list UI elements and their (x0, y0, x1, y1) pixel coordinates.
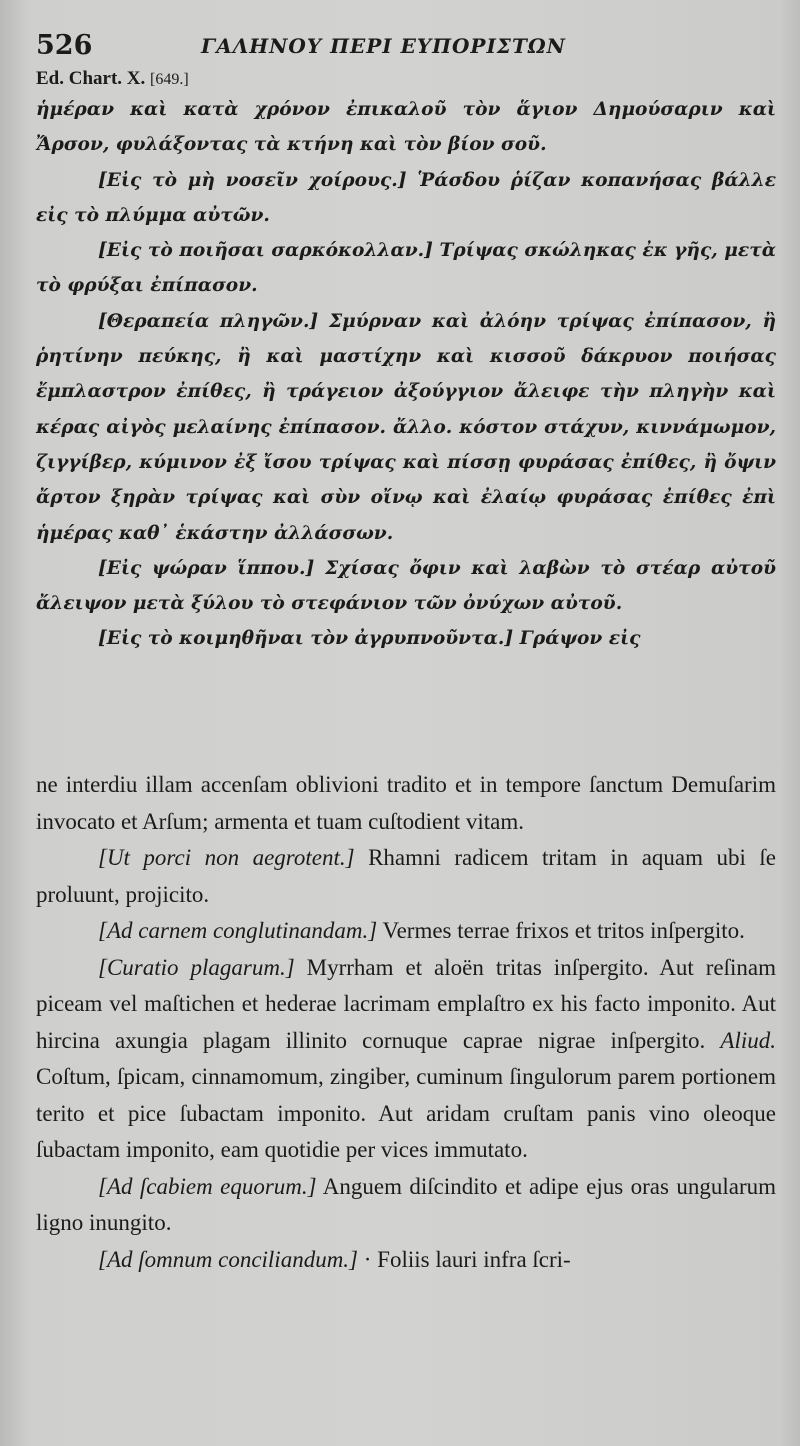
running-title: ΓΑΛΗΝΟΥ ΠΕΡΙ ΕΥΠΟΡΙΣΤΩΝ (201, 34, 566, 58)
latin-section-heading: [Ad ſcabiem equorum.] (98, 1173, 317, 1199)
greek-section-heading: [Θεραπεία πληγῶν.] (98, 310, 319, 332)
latin-section-text: Rhamni radicem tritam in aquam ubi ſe proluunt, projicito. (36, 845, 776, 907)
latin-section (36, 840, 776, 913)
greek-section-text: Σμύρναν καὶ ἀλόην τρίψας ἐπίπασον, ἢ ῥητίνην πεύκης, ἢ καὶ μαστίχην καὶ κισσοῦ δάκρυον ποιήσας ἔμπλαστρον ἐπίθες, ἢ τράγειον ἀξούγγιον ἄλειφε τὴν πληγὴν καὶ κέρας αἰγὸς μελαίνης ἐπίπασον. ἄλλο. κόστον στάχυν, κιννάμωμον, ζιγγίβερ, κύμινον ἐξ ἴσου τρίψας καὶ πίσσῃ φυράσας ἐπίθες, ἢ ὄψιν ἄρτον ξηρὰν τρίψας καὶ σὺν οἴνῳ καὶ ἐλαίῳ φυράσας ἐπίθες ἐπὶ ἡμέρας καθ᾽ ἑκάστην ἀλλάσσων. (36, 310, 776, 544)
greek-section-text: Τρίψας σκώληκας ἐκ γῆς, μετὰ τὸ φρύξαι ἐπίπασον. (36, 240, 777, 297)
greek-section-text: Ῥάσδου ῥίζαν κοπανήσας βάλλε εἰς τὸ πλύμμα αὐτῶν. (36, 169, 777, 226)
latin-section-heading: [Ad carnem conglutinandam.] (98, 918, 378, 943)
latin-section (36, 950, 776, 1169)
greek-section (36, 551, 776, 622)
greek-section-heading: [Εἰς ψώραν ἵππου.] (98, 557, 315, 579)
page-number: 526 (36, 30, 93, 61)
latin-section (36, 1169, 776, 1242)
latin-section (36, 913, 776, 950)
greek-paragraph-continued: ἡμέραν καὶ κατὰ χρόνον ἐπικαλοῦ τὸν ἅγιον Δημούσαριν καὶ Ἄρσον, φυλάξοντας τὰ κτήνη καὶ τὸν βίον σοῦ. (36, 99, 776, 156)
greek-section-heading: [Εἰς τὸ μὴ νοσεῖν χοίρους.] (98, 169, 407, 191)
greek-text-block (36, 92, 776, 657)
latin-section (36, 1242, 776, 1279)
latin-section-text: Anguem diſcindito et adipe ejus oras ungularum ligno inungito. (36, 1173, 777, 1235)
latin-section-text: · Foliis lauri infra ſcri- (363, 1246, 571, 1272)
greek-section (36, 233, 776, 304)
latin-section-heading: [Curatio plagarum.] (98, 954, 295, 980)
greek-section-text: Σχίσας ὄφιν καὶ λαβὼν τὸ στέαρ αὐτοῦ ἄλειψον μετὰ ξύλου τὸ στεφάνιον τῶν ὀνύχων αὐτοῦ. (36, 557, 776, 615)
greek-section-heading: [Εἰς τὸ ποιῆσαι σαρκόκολλαν.] (98, 240, 433, 262)
greek-section-text: Γράψον εἰς (519, 628, 641, 650)
latin-section-text: Myrrham et aloën tritas inſpergito. Aut reſinam piceam vel maſtichen et hederae lacrimam emplaſtro ex his facto imponito. Aut hircina axungia plagam illinito cornuque caprae nigrae inſpergito. (36, 954, 776, 1053)
latin-section-text: Vermes terrae frixos et tritos inſpergito. (382, 918, 745, 943)
latin-text-block (36, 767, 776, 1278)
page-header (36, 30, 776, 64)
latin-aliud-label: Aliud. (720, 1027, 777, 1053)
greek-section (36, 304, 776, 551)
greek-section-heading: [Εἰς τὸ κοιμηθῆναι τὸν ἀγρυπνοῦντα.] (98, 628, 514, 650)
latin-section-heading: [Ad ſomnum conciliandum.] (98, 1246, 359, 1272)
edition-reference (36, 68, 189, 90)
latin-section-text: Coſtum, ſpicam, cinnamomum, zingiber, cuminum ſingulorum parem portionem terito et pice ſubactam imponito. Aut aridam cruſtam panis vino oleoque ſubactam imponito, eam quotidie per vices immutato. (36, 1064, 776, 1162)
greek-section (36, 621, 776, 656)
edition-page: [649.] (150, 71, 189, 88)
latin-paragraph-continued: ne interdiu illam accenſam oblivioni tradito et in tempore ſanctum Demuſarim invocato et Arſum; armenta et tuam cuſtodient vitam. (36, 772, 776, 834)
edition-label: Ed. Chart. X. (36, 68, 146, 89)
greek-section (36, 163, 776, 234)
latin-section-heading: [Ut porci non aegrotent.] (98, 845, 355, 870)
